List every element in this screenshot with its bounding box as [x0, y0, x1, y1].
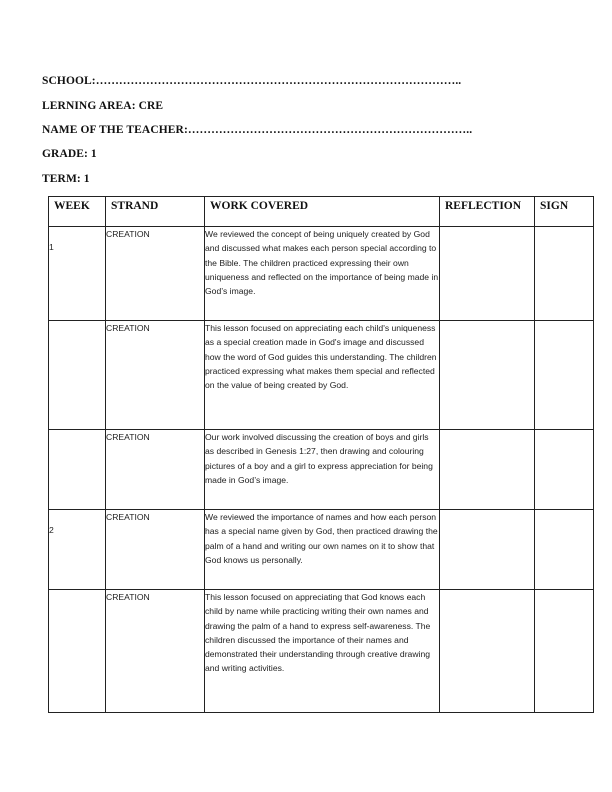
work-covered-cell: We reviewed the concept of being uniquely created by God and discussed what makes each person special according to the Bible. The children practiced expressing their own uniqueness and reflected on the importance of being made in God’s image. [205, 227, 440, 321]
week-cell [49, 227, 106, 321]
learning-area-label: LERNING AREA: CRE [42, 100, 164, 112]
week-number: 1 [49, 242, 54, 252]
strand-cell: CREATION [106, 321, 205, 430]
reflection-cell[interactable] [440, 590, 535, 713]
sign-cell[interactable] [535, 590, 594, 713]
week-cell [49, 321, 106, 430]
school-field: SCHOOL:………………………………………………………………………………….. [42, 75, 462, 87]
column-header-week: WEEK [49, 197, 106, 227]
strand-cell: CREATION [106, 227, 205, 321]
reflection-cell[interactable] [440, 510, 535, 590]
sign-cell[interactable] [535, 510, 594, 590]
sign-cell[interactable] [535, 430, 594, 510]
week-number: 2 [49, 525, 54, 535]
table-row [49, 510, 594, 590]
strand-cell: CREATION [106, 510, 205, 590]
column-header-strand: STRAND [106, 197, 205, 227]
grade-label: GRADE: 1 [42, 148, 97, 160]
strand-cell: CREATION [106, 430, 205, 510]
work-covered-cell: Our work involved discussing the creation of boys and girls as described in Genesis 1:27, then drawing and colouring pictures of a boy and a girl to express appreciation for being made in God’s image. [205, 430, 440, 510]
week-cell [49, 510, 106, 590]
column-header-sign: SIGN [535, 197, 594, 227]
teacher-name-field: NAME OF THE TEACHER:……………………………………………………………….. [42, 124, 473, 136]
sign-cell[interactable] [535, 321, 594, 430]
work-covered-cell: This lesson focused on appreciating that God knows each child by name while practicing writing their own names and drawing the palm of a hand to express self-awareness. The children discussed the importance of their names and demonstrated their understanding through creative drawing and writing activities. [205, 590, 440, 713]
reflection-cell[interactable] [440, 430, 535, 510]
table-header-row [49, 197, 594, 227]
term-label: TERM: 1 [42, 173, 90, 185]
work-covered-cell: This lesson focused on appreciating each child's uniqueness as a special creation made in God's image and discussed how the word of God guides this understanding. The children practiced expressing what makes them special and reflected on the value of being created by God. [205, 321, 440, 430]
table-row [49, 590, 594, 713]
week-cell [49, 430, 106, 510]
table-row [49, 227, 594, 321]
record-of-work-table [48, 196, 594, 713]
work-covered-cell: We reviewed the importance of names and how each person has a special name given by God, then practiced drawing the palm of a hand and writing our own names on it to show that God knows us personally. [205, 510, 440, 590]
reflection-cell[interactable] [440, 227, 535, 321]
sign-cell[interactable] [535, 227, 594, 321]
strand-cell: CREATION [106, 590, 205, 713]
week-cell [49, 590, 106, 713]
table-row [49, 321, 594, 430]
column-header-work-covered: WORK COVERED [205, 197, 440, 227]
column-header-reflection: REFLECTION [440, 197, 535, 227]
reflection-cell[interactable] [440, 321, 535, 430]
table-row [49, 430, 594, 510]
